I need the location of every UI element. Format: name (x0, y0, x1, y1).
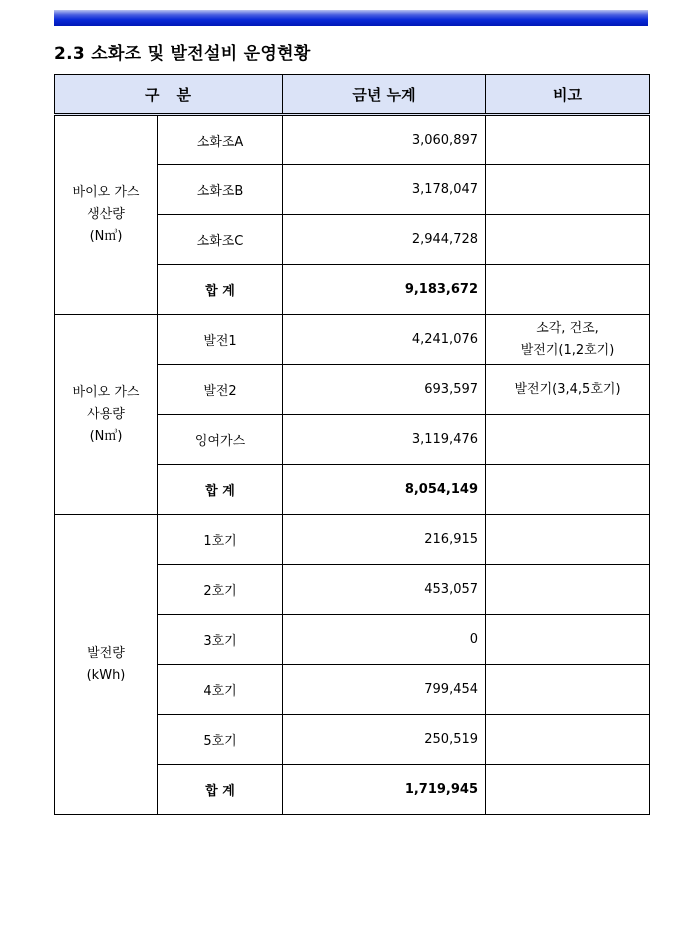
row-value: 2,944,728 (283, 215, 486, 265)
row-item: 5호기 (158, 715, 283, 765)
group-label-power-generation: 발전량 (kWh) (55, 515, 158, 815)
section-title: 2.3 소화조 및 발전설비 운영현황 (54, 44, 311, 64)
row-note (486, 415, 650, 465)
row-item: 발전1 (158, 315, 283, 365)
row-item: 소화조B (158, 165, 283, 215)
row-note (486, 115, 650, 165)
row-item: 잉여가스 (158, 415, 283, 465)
header-category: 구 분 (55, 75, 283, 115)
row-value-total: 8,054,149 (283, 465, 486, 515)
header-decorative-bar (54, 10, 648, 26)
row-note (486, 565, 650, 615)
row-item: 소화조C (158, 215, 283, 265)
row-value: 453,057 (283, 565, 486, 615)
header-cumulative: 금년 누계 (283, 75, 486, 115)
row-item: 소화조A (158, 115, 283, 165)
row-item-total: 합 계 (158, 265, 283, 315)
table-row (55, 315, 650, 365)
row-item: 2호기 (158, 565, 283, 615)
row-item: 발전2 (158, 365, 283, 415)
row-note (486, 615, 650, 665)
row-note (486, 515, 650, 565)
row-value: 693,597 (283, 365, 486, 415)
row-value: 0 (283, 615, 486, 665)
row-item-total: 합 계 (158, 465, 283, 515)
operations-table (54, 74, 650, 815)
row-note (486, 465, 650, 515)
row-value: 216,915 (283, 515, 486, 565)
row-note (486, 765, 650, 815)
row-value-total: 9,183,672 (283, 265, 486, 315)
row-note (486, 215, 650, 265)
row-value: 3,060,897 (283, 115, 486, 165)
table-row (55, 115, 650, 165)
row-value: 799,454 (283, 665, 486, 715)
row-note (486, 715, 650, 765)
group-label-biogas-production: 바이오 가스 생산량 (N㎥) (55, 115, 158, 315)
row-note (486, 665, 650, 715)
row-item-total: 합 계 (158, 765, 283, 815)
group-label-biogas-usage: 바이오 가스 사용량 (N㎥) (55, 315, 158, 515)
row-value: 3,178,047 (283, 165, 486, 215)
row-item: 3호기 (158, 615, 283, 665)
table-header-row (55, 75, 650, 115)
row-note: 발전기(3,4,5호기) (486, 365, 650, 415)
row-note (486, 265, 650, 315)
row-item: 4호기 (158, 665, 283, 715)
row-item: 1호기 (158, 515, 283, 565)
header-remarks: 비고 (486, 75, 650, 115)
row-value: 250,519 (283, 715, 486, 765)
table-row (55, 515, 650, 565)
row-note: 소각, 건조, 발전기(1,2호기) (486, 315, 650, 365)
row-value: 3,119,476 (283, 415, 486, 465)
row-value-total: 1,719,945 (283, 765, 486, 815)
row-note (486, 165, 650, 215)
row-value: 4,241,076 (283, 315, 486, 365)
